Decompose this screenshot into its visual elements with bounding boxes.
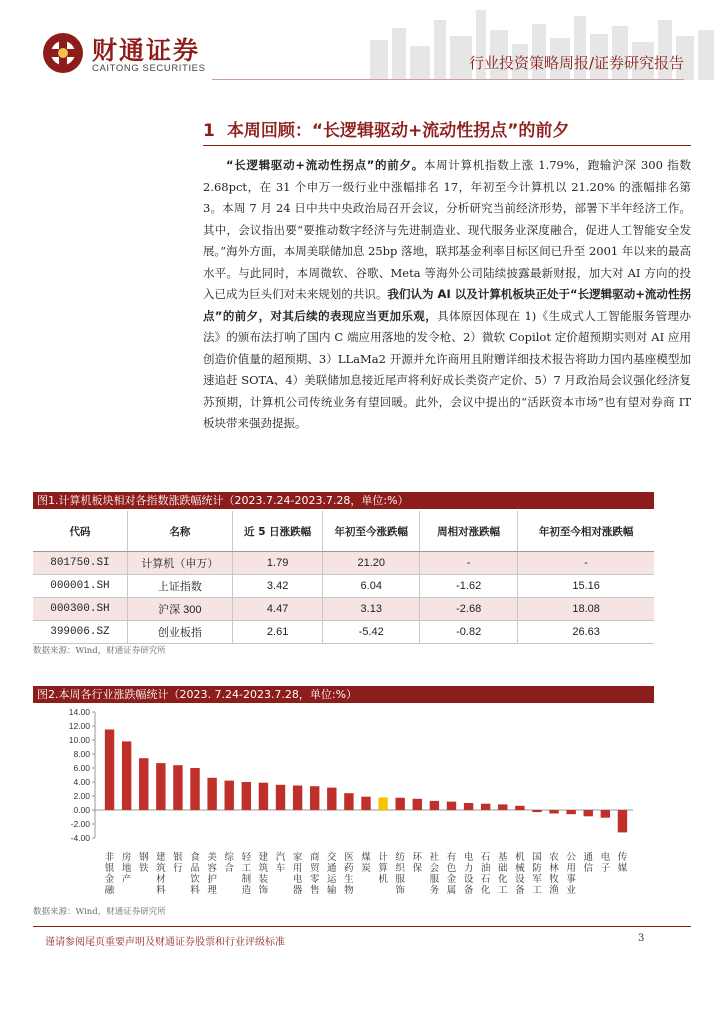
bar	[327, 788, 336, 810]
table-row	[33, 552, 654, 575]
x-category-label: 社	[429, 852, 440, 863]
x-category-label: 输	[327, 885, 337, 896]
col-header: 近 5 日涨跌幅	[232, 511, 323, 552]
bar	[566, 810, 575, 814]
x-category-label: 建	[258, 852, 269, 863]
x-category-label: 售	[309, 885, 320, 896]
x-category-label: 油	[480, 863, 491, 874]
x-category-label: 设	[515, 874, 525, 885]
x-category-label: 牧	[549, 874, 559, 885]
bar	[190, 768, 199, 810]
x-category-label: 石	[480, 874, 491, 885]
logo-text-cn: 财通证券	[92, 36, 201, 65]
bar	[361, 797, 370, 810]
x-category-label: 军	[532, 874, 542, 885]
x-category-label: 钢	[138, 852, 149, 863]
x-category-label: 农	[549, 852, 559, 863]
bar	[310, 786, 319, 810]
x-category-label: 合	[224, 863, 234, 874]
x-category-label: 铁	[138, 863, 149, 874]
cell-value: -0.82	[420, 621, 518, 644]
cell-code: 000001.SH	[33, 575, 127, 598]
x-category-label: 筑	[258, 863, 269, 874]
x-category-label: 物	[344, 885, 354, 896]
cell-value: 4.47	[232, 598, 323, 621]
y-tick-label: 0.00	[73, 805, 90, 815]
x-category-label: 械	[515, 863, 525, 874]
x-category-label: 家	[292, 852, 303, 863]
x-category-label: 美	[207, 852, 217, 863]
bar	[242, 782, 251, 810]
cell-value: -1.62	[420, 575, 518, 598]
paragraph-text-1: 本周计算机指数上涨 1.79%，跑输沪深 300 指数 2.68pct，在 31 个申万一级行业中涨幅排名 17，年初至今计算机以 21.20% 的涨幅排名第 3。本周 7 月 24 日中共中央政治局召开会议，分析研究当前经济形势，部署下半年经济工作。其中，会议指出要“要推动数字经济与先进制造业、现代服务业深度融合，促进人工智能安全发展。”海外方面，本周美联储加息 25bp 落地，联邦基金利率目标区间已升至 2001 年以来的最高水平。与此同时，本周微软、谷歌、Meta 等海外公司陆续披露最新财报，加大对 AI 方向的投入已成为巨头们对未来规划的共识。	[203, 158, 691, 301]
y-tick-label: 4.00	[73, 777, 90, 787]
bar	[464, 803, 473, 810]
x-category-label: 饮	[190, 874, 200, 885]
bar	[532, 810, 541, 812]
x-category-label: 设	[463, 874, 474, 885]
x-category-label: 算	[378, 863, 388, 874]
bar	[156, 763, 165, 810]
x-category-label: 器	[292, 885, 303, 896]
x-category-label: 电	[292, 874, 303, 885]
cell-name: 计算机（申万）	[127, 552, 232, 575]
bar	[498, 804, 507, 810]
x-category-label: 事	[566, 874, 576, 885]
x-category-label: 电	[463, 852, 474, 863]
cell-value: 1.79	[232, 552, 323, 575]
x-category-label: 生	[344, 874, 354, 885]
x-category-label: 金	[104, 874, 115, 885]
x-category-label: 用	[566, 863, 576, 874]
bar	[173, 765, 182, 810]
x-category-label: 渔	[549, 885, 559, 896]
x-category-label: 银	[104, 863, 115, 874]
cell-value: -	[420, 552, 518, 575]
x-category-label: 制	[241, 874, 252, 885]
bar	[549, 810, 558, 814]
x-category-label: 零	[309, 874, 320, 885]
x-category-label: 煤	[361, 852, 371, 863]
section-divider	[203, 145, 691, 146]
table-row	[33, 575, 654, 598]
x-category-label: 商	[309, 852, 320, 863]
bar	[430, 801, 439, 810]
col-header: 代码	[33, 511, 127, 552]
x-category-label: 车	[275, 863, 286, 874]
bar	[378, 797, 387, 810]
cell-value: 18.08	[518, 598, 654, 621]
x-category-label: 电	[600, 852, 611, 863]
x-category-label: 基	[498, 852, 508, 863]
x-category-label: 理	[207, 885, 217, 896]
bar	[515, 806, 524, 810]
bar	[207, 778, 216, 810]
x-category-label: 交	[327, 852, 337, 863]
bar	[225, 781, 234, 810]
bar	[481, 804, 490, 810]
x-category-label: 工	[532, 885, 542, 896]
table-row	[33, 621, 654, 644]
x-category-label: 运	[327, 874, 337, 885]
x-category-label: 饰	[395, 885, 405, 896]
x-category-label: 造	[241, 885, 252, 896]
x-category-label: 银	[173, 852, 183, 863]
x-category-label: 力	[463, 863, 474, 874]
lead-bold-text: “长逻辑驱动+流动性拐点”的前夕。	[226, 158, 424, 172]
cell-value: 6.04	[323, 575, 420, 598]
x-category-label: 通	[583, 852, 594, 863]
x-category-label: 工	[241, 863, 252, 874]
bar	[259, 783, 268, 810]
x-category-label: 房	[121, 852, 132, 863]
section-title-text: 本周回顾：“长逻辑驱动+流动性拐点”的前夕	[226, 121, 570, 141]
x-category-label: 材	[156, 874, 166, 885]
x-category-label: 备	[463, 885, 474, 896]
table-header-row	[33, 511, 654, 552]
x-category-label: 金	[446, 874, 457, 885]
x-category-label: 料	[156, 885, 166, 896]
x-category-label: 纺	[395, 852, 405, 863]
y-tick-label: -2.00	[70, 819, 90, 829]
x-category-label: 融	[104, 885, 115, 896]
bar	[395, 798, 404, 810]
x-category-label: 媒	[617, 863, 628, 874]
figure2-source: 数据来源：Wind，财通证券研究所	[33, 907, 166, 917]
logo-text-en: CAITONG SECURITIES	[92, 63, 206, 74]
bar	[139, 758, 148, 810]
figure2-title: 图2.本周各行业涨跌幅统计（2023. 7.24-2023.7.28，单位:%）	[33, 686, 654, 703]
x-category-label: 饰	[258, 885, 269, 896]
x-category-label: 林	[549, 863, 559, 874]
x-category-label: 行	[173, 863, 183, 874]
x-category-label: 化	[480, 885, 491, 896]
bar	[584, 810, 593, 816]
col-header: 年初至今相对涨跌幅	[518, 511, 654, 552]
x-category-label: 容	[207, 863, 217, 874]
page-number: 3	[638, 933, 645, 944]
x-category-label: 会	[429, 863, 440, 874]
cell-value: -5.42	[323, 621, 420, 644]
cell-value: 21.20	[323, 552, 420, 575]
x-category-label: 汽	[275, 852, 286, 863]
x-category-label: 机	[515, 852, 525, 863]
x-category-label: 传	[617, 852, 628, 863]
x-category-label: 综	[224, 852, 234, 863]
bar	[413, 799, 422, 810]
x-category-label: 础	[498, 863, 508, 874]
x-category-label: 通	[327, 863, 337, 874]
x-category-label: 服	[429, 874, 440, 885]
x-category-label: 非	[104, 852, 115, 863]
x-category-label: 装	[258, 874, 269, 885]
x-category-label: 有	[446, 852, 457, 863]
x-category-label: 国	[532, 852, 542, 863]
cell-value: 15.16	[518, 575, 654, 598]
x-category-label: 业	[566, 885, 576, 896]
bar	[618, 810, 627, 832]
x-category-label: 建	[156, 852, 166, 863]
x-category-label: 地	[121, 863, 132, 874]
x-category-label: 工	[498, 885, 508, 896]
col-header: 年初至今涨跌幅	[323, 511, 420, 552]
x-category-label: 属	[446, 885, 457, 896]
cell-code: 801750.SI	[33, 552, 127, 575]
bar	[344, 793, 353, 810]
y-tick-label: 10.00	[68, 735, 90, 745]
y-tick-label: 6.00	[73, 763, 90, 773]
bar	[276, 785, 285, 810]
table-row	[33, 598, 654, 621]
cell-code: 000300.SH	[33, 598, 127, 621]
figure1-source: 数据来源：Wind，财通证券研究所	[33, 646, 166, 656]
section-heading	[203, 116, 569, 141]
cell-value: 2.61	[232, 621, 323, 644]
y-tick-label: 14.00	[68, 707, 90, 717]
y-tick-label: 8.00	[73, 749, 90, 759]
cell-value: -	[518, 552, 654, 575]
x-category-label: 计	[378, 852, 388, 863]
figure1-title: 图1.计算机板块相对各指数涨跌幅统计（2023.7.24-2023.7.28，单位:%）	[33, 492, 654, 509]
x-category-label: 服	[395, 874, 405, 885]
index-comparison-table	[33, 511, 654, 644]
report-type-title: 行业投资策略周报/证券研究报告	[468, 54, 684, 72]
caitong-logo-icon	[40, 30, 86, 76]
x-category-label: 品	[190, 863, 200, 874]
bold-conclusion-text: 我们认为 AI 以及计算机板块正处于“长逻辑驱动+流动性拐点”的前夕，对其后续的表现应当更加乐观，	[203, 287, 691, 323]
cell-value: 3.42	[232, 575, 323, 598]
cell-name: 创业板指	[127, 621, 232, 644]
x-category-label: 信	[583, 863, 594, 874]
x-category-label: 务	[429, 885, 440, 896]
cell-value: 26.63	[518, 621, 654, 644]
section-number: 1	[203, 121, 215, 141]
x-category-label: 保	[412, 863, 423, 874]
x-category-label: 公	[566, 852, 576, 863]
x-category-label: 织	[395, 863, 405, 874]
page-header	[0, 0, 724, 86]
bar	[293, 786, 302, 811]
col-header: 名称	[127, 511, 232, 552]
x-category-label: 石	[480, 852, 491, 863]
x-category-label: 防	[532, 863, 542, 874]
x-category-label: 药	[344, 863, 354, 874]
cell-value: -2.68	[420, 598, 518, 621]
cell-value: 3.13	[323, 598, 420, 621]
x-category-label: 食	[190, 852, 200, 863]
x-category-label: 料	[190, 885, 200, 896]
bar	[447, 802, 456, 810]
bar	[105, 730, 114, 811]
footer-disclaimer: 谨请参阅尾页重要声明及财通证券股票和行业评级标准	[45, 937, 285, 948]
x-category-label: 子	[600, 863, 611, 874]
body-paragraph	[203, 155, 691, 435]
x-category-label: 护	[207, 874, 217, 885]
cell-code: 399006.SZ	[33, 621, 127, 644]
x-category-label: 医	[344, 852, 354, 863]
x-category-label: 色	[446, 863, 457, 874]
paragraph-text-2: 具体原因体现在 1)《生成式人工智能服务管理办法》的颁布法打响了国内 C 端应用落地的发令枪、2）微软 Copilot 定价超预期实则对 AI 应用创造价值量的超预期、3）LLaMa2 开源并允许商用且附赠详细技术报告将助力国内基座模型加速追赶 SOTA、4）美联储加息接近尾声将利好成长类资产定价、5）7 月政治局会议强化经济复苏预期，计算机公司传统业务有望回暖。此外，会议中提出的“活跃资本市场”也有望对券商 IT 板块带来强劲提振。	[203, 308, 691, 430]
x-category-label: 化	[498, 874, 508, 885]
x-category-label: 用	[292, 863, 303, 874]
y-tick-label: 12.00	[68, 721, 90, 731]
bar	[601, 810, 610, 818]
col-header: 周相对涨跌幅	[420, 511, 518, 552]
x-category-label: 贸	[309, 863, 320, 874]
y-tick-label: 2.00	[73, 791, 90, 801]
x-category-label: 筑	[156, 863, 166, 874]
x-category-label: 炭	[361, 863, 371, 874]
header-divider	[212, 79, 684, 80]
cell-name: 沪深 300	[127, 598, 232, 621]
footer-divider	[33, 926, 691, 927]
bar	[122, 741, 131, 810]
x-category-label: 环	[412, 852, 423, 863]
cell-name: 上证指数	[127, 575, 232, 598]
x-category-label: 机	[378, 874, 388, 885]
industry-return-chart	[33, 704, 654, 898]
x-category-label: 产	[121, 874, 132, 885]
x-category-label: 备	[515, 885, 525, 896]
x-category-label: 轻	[241, 852, 252, 863]
y-tick-label: -4.00	[70, 833, 90, 843]
